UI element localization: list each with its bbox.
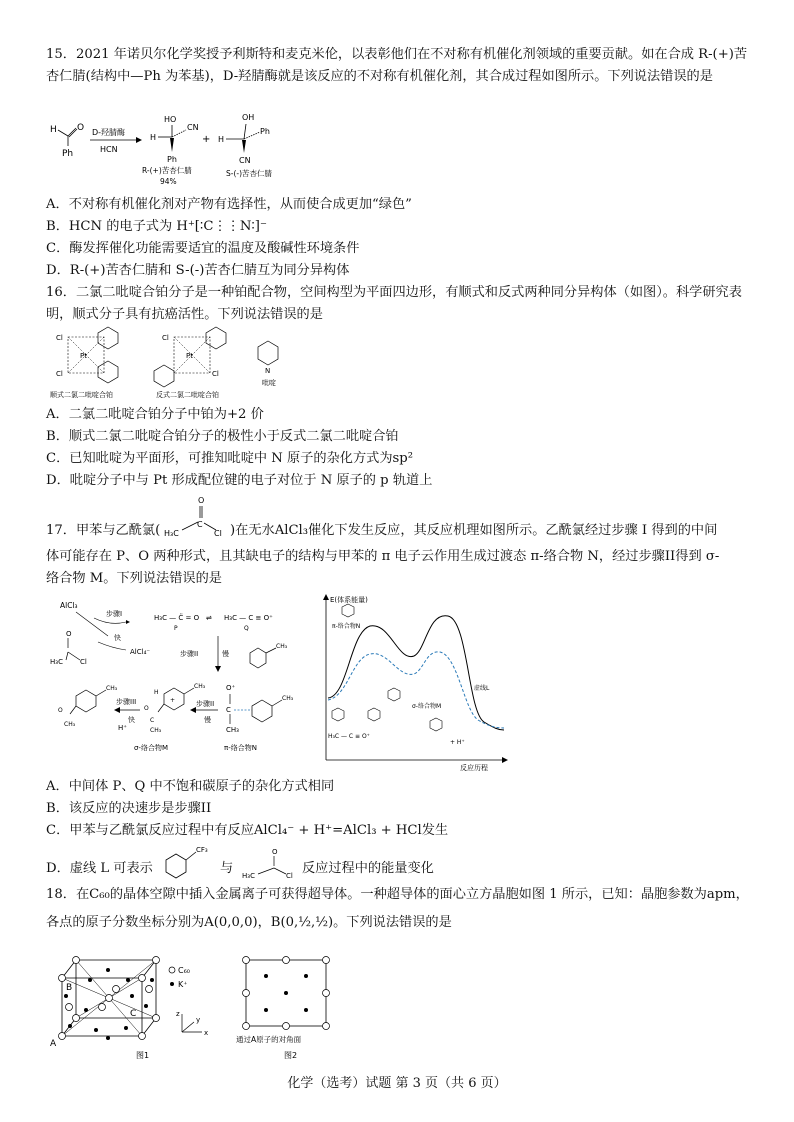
svg-text:步骤II: 步骤II [180, 650, 199, 658]
svg-text:+: + [202, 134, 211, 145]
fig1-label: 图1 [136, 1051, 150, 1060]
q15-option-d: D．R-(+)苦杏仁腈和 S-(-)苦杏仁腈互为同分异构体 [46, 263, 350, 278]
svg-text:H⁺: H⁺ [118, 724, 127, 732]
svg-text:Cl: Cl [162, 334, 169, 342]
pyridine-label: 吡啶 [262, 379, 276, 387]
svg-text:慢: 慢 [222, 650, 229, 658]
svg-text:Ph: Ph [260, 127, 270, 136]
svg-text:C: C [197, 520, 203, 529]
q16-option-b: B．顺式二氯二吡啶合铂分子的极性小于反式二氯二吡啶合铂 [46, 429, 399, 444]
svg-text:y: y [196, 1016, 201, 1024]
svg-text:CF₃: CF₃ [196, 846, 208, 854]
product-r-label: R-(+)苦杏仁腈 [142, 166, 192, 175]
svg-text:快: 快 [114, 634, 121, 642]
q16-option-d: D．吡啶分子中与 Pt 形成配位键的电子对位于 N 原子的 p 轨道上 [46, 473, 433, 488]
q17-option-d-c: 反应过程中的能量变化 [302, 861, 434, 876]
q17-option-a: A．中间体 P、Q 中不饱和碳原子的杂化方式相同 [46, 779, 335, 794]
acetyl-chloride-inline [162, 494, 228, 540]
svg-text:AlCl₃: AlCl₃ [60, 601, 78, 610]
svg-text:σ-络合物M: σ-络合物M [134, 744, 169, 752]
product-s-label: S-(-)苦杏仁腈 [226, 169, 273, 178]
svg-text:H: H [218, 135, 225, 144]
svg-text:Ph: Ph [167, 155, 177, 164]
svg-text:π-络合物N: π-络合物N [224, 744, 257, 752]
svg-text:x: x [204, 1029, 209, 1037]
q17-option-d-b: 与 [220, 861, 234, 876]
svg-text:Cl: Cl [56, 370, 63, 378]
svg-text:σ-络合物M: σ-络合物M [412, 703, 442, 710]
svg-text:H₃C: H₃C [50, 658, 63, 666]
q16-stem: 16．二氯二吡啶合铂分子是一种铂配合物，空间构型为平面四边形，有顺式和反式两种同分异构体（如图）。科学研究表明，顺式分子具有抗癌活性。下列说法错误的是 [46, 285, 742, 322]
svg-text:O⁺: O⁺ [226, 684, 236, 692]
svg-text:AlCl₄⁻: AlCl₄⁻ [130, 648, 151, 656]
q17-stem-b: )在无水AlCl₃催化下发生反应，其反应机理如图所示。乙酰氯经过步骤 I 得到的中间 [230, 523, 718, 538]
svg-text:Ph: Ph [62, 149, 74, 159]
fig2-label: 图2 [284, 1051, 298, 1060]
svg-text:N: N [265, 367, 271, 375]
svg-text:K⁺: K⁺ [178, 980, 188, 989]
svg-text:CN: CN [239, 156, 251, 165]
q16-option-a: A．二氯二吡啶合铂分子中铂为+2 价 [46, 407, 264, 422]
cis-label: 顺式二氯二吡啶合铂 [50, 391, 113, 399]
q17-energy-diagram [318, 592, 508, 772]
svg-text:CH₃: CH₃ [282, 695, 294, 702]
svg-text:O: O [58, 707, 63, 714]
reagent-top: D-羟腈酶 [92, 128, 126, 137]
q17-stem-c: 体可能存在 P、O 两种形式，且其缺电子的结构与甲苯的 π 电子云作用生成过渡态 π-络合物 N，经过步骤II得到 σ- [46, 549, 720, 564]
svg-text:C: C [150, 717, 155, 724]
q17-option-b: B．该反应的决速步是步骤II [46, 801, 212, 816]
svg-text:⇌: ⇌ [206, 614, 212, 622]
svg-text:O: O [272, 848, 278, 856]
q15-reaction-scheme [46, 110, 306, 188]
svg-text:π-络合物N: π-络合物N [332, 623, 361, 630]
svg-text:Cl: Cl [286, 872, 293, 880]
svg-text:虚线L: 虚线L [474, 685, 490, 692]
svg-text:H: H [50, 125, 57, 135]
q16-option-c: C．已知吡啶为平面形，可推知吡啶中 N 原子的杂化方式为sp² [46, 451, 414, 466]
q18-figures [46, 950, 366, 1066]
q15-option-a: A．不对称有机催化剂对产物有选择性，从而使合成更加“绿色” [46, 197, 412, 212]
svg-text:H₃C — C ≡ O⁺: H₃C — C ≡ O⁺ [224, 614, 273, 622]
svg-text:H: H [150, 133, 157, 142]
svg-text:+ H⁺: + H⁺ [450, 739, 465, 746]
svg-text:CH₃: CH₃ [194, 683, 206, 690]
svg-text:+: + [170, 697, 176, 704]
svg-text:CH₃: CH₃ [106, 685, 118, 692]
svg-text:A: A [50, 1039, 57, 1049]
yield-label: 94% [160, 177, 177, 186]
q18-line1: 18．在C₆₀的晶体空隙中插入金属离子可获得超导体。一种超导体的面心立方晶胞如图 1 所示，已知：晶胞参数为apm， [46, 887, 749, 902]
svg-text:OH: OH [242, 113, 255, 122]
svg-text:快: 快 [128, 716, 135, 724]
q17-option-c: C．甲苯与乙酰氯反应过程中有反应AlCl₄⁻ + H⁺=AlCl₃ + HCl发生 [46, 823, 449, 838]
svg-text:Cl: Cl [56, 334, 63, 342]
svg-text:Pt: Pt [80, 352, 87, 360]
svg-text:C: C [226, 706, 231, 714]
svg-text:O: O [77, 123, 85, 133]
trifluorotoluene-inline [158, 840, 216, 880]
q15-option-c: C．酶发挥催化功能需要适宜的温度及酸碱性环境条件 [46, 241, 360, 256]
trans-label: 反式二氯二吡啶合铂 [156, 391, 219, 399]
q17-stem-a: 17．甲苯与乙酰氯( [46, 523, 161, 538]
svg-text:B: B [66, 983, 73, 993]
svg-text:步骤III: 步骤III [116, 698, 137, 706]
q18-line2: 各点的原子分数坐标分别为A(0,0,0)，B(0,½,½)。下列说法错误的是 [46, 915, 452, 930]
q16-structures [46, 325, 326, 401]
svg-text:H₃C — C̈ = O: H₃C — C̈ = O [154, 614, 200, 622]
svg-text:CH₃: CH₃ [226, 726, 239, 734]
svg-text:Cl: Cl [80, 658, 87, 666]
svg-text:E(体系能量): E(体系能量) [330, 596, 368, 604]
svg-text:CH₃: CH₃ [150, 727, 162, 734]
svg-text:CH₃: CH₃ [64, 721, 76, 728]
svg-text:Cl: Cl [212, 370, 219, 378]
svg-text:O: O [198, 496, 205, 505]
svg-text:P: P [174, 625, 178, 632]
svg-text:H₃C: H₃C [164, 529, 179, 538]
svg-text:H₃C — C ≡ O⁺: H₃C — C ≡ O⁺ [328, 733, 370, 740]
q15-stem: 15．2021 年诺贝尔化学奖授予利斯特和麦克米伦，以表彰他们在不对称有机催化剂领域的重要贡献。如在合成 R-(+)苦杏仁腈(结构中—Ph 为苯基)，D-羟腈酶就是该反应的不对称有机催化剂，其合成过程如图所示。下列说法错误的是 [46, 47, 748, 84]
q17-stem-d: 络合物 M。下列说法错误的是 [46, 571, 222, 586]
svg-text:步骤II: 步骤II [196, 700, 215, 708]
svg-text:HO: HO [164, 115, 177, 124]
svg-text:CN: CN [187, 123, 199, 132]
acetyl-chloride-inline-2 [240, 846, 300, 880]
fig2-caption: 通过A原子的对角面 [236, 1035, 302, 1044]
svg-text:Q: Q [244, 625, 249, 632]
svg-text:C₆₀: C₆₀ [178, 966, 190, 975]
q15-option-b: B．HCN 的电子式为 H⁺[∶C⋮⋮N∶]⁻ [46, 219, 267, 234]
q17-option-d-a: D．虚线 L 可表示 [46, 861, 153, 876]
page-footer: 化学（选考）试题 第 3 页（共 6 页） [287, 1076, 507, 1091]
svg-text:z: z [176, 1010, 180, 1018]
svg-text:反应历程: 反应历程 [460, 764, 488, 772]
svg-text:C: C [130, 1009, 137, 1019]
svg-text:O: O [66, 630, 72, 638]
svg-text:步骤I: 步骤I [106, 610, 123, 618]
reagent-bottom: HCN [100, 145, 118, 154]
svg-text:Cl: Cl [214, 529, 222, 538]
svg-text:慢: 慢 [204, 716, 211, 724]
svg-text:CH₃: CH₃ [276, 643, 288, 650]
svg-text:H₃C: H₃C [242, 872, 255, 880]
q17-mechanism [46, 598, 312, 758]
svg-text:O: O [144, 705, 149, 712]
svg-text:H: H [154, 689, 159, 696]
svg-text:Pt: Pt [186, 352, 193, 360]
